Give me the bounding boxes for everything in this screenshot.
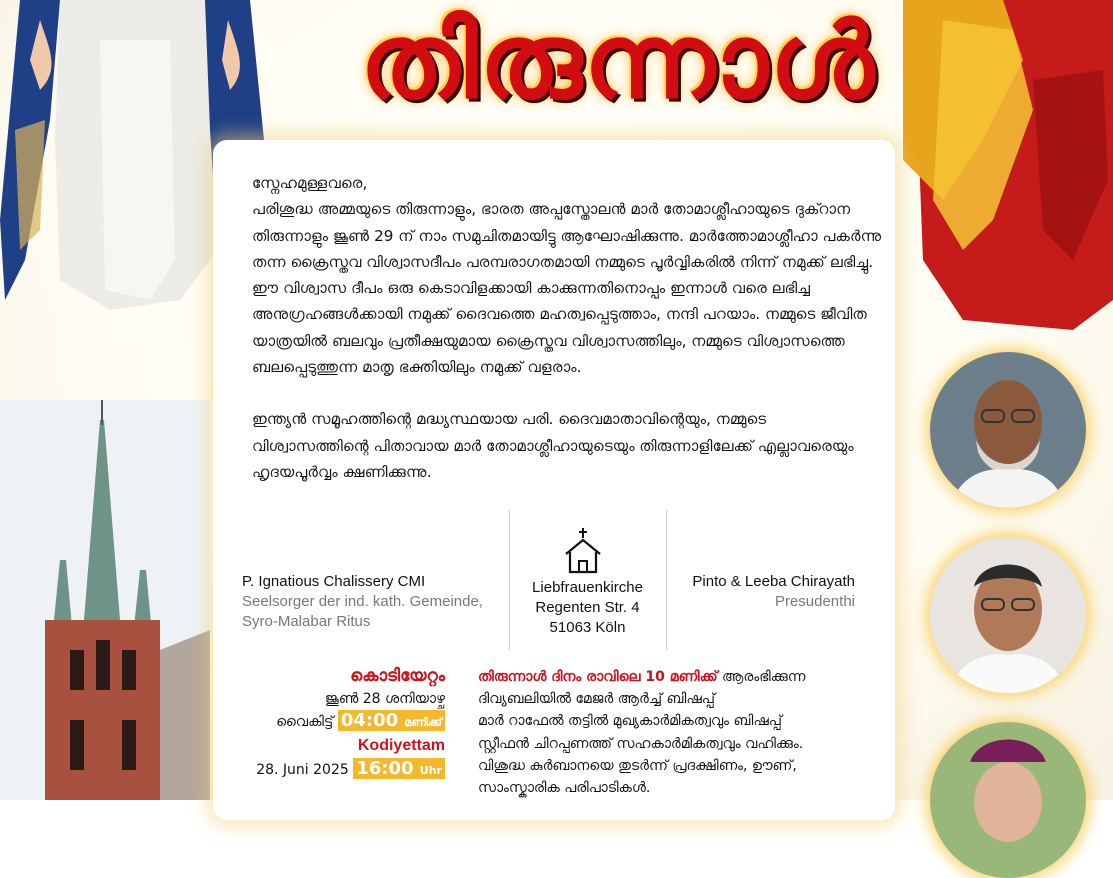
letter-body <box>252 170 882 485</box>
sacred-heart-figure <box>903 0 1113 340</box>
flag-hoisting-time-ml <box>240 710 445 734</box>
feast-line-2: ദിവ്യബലിയിൽ മേജർ ആർച്ച് ബിഷപ്പ് <box>478 691 715 708</box>
signature-president <box>670 572 855 612</box>
president-name: Pinto & Leeba Chirayath <box>692 573 855 590</box>
letter-paragraph-2: ഇന്ത്യൻ സമൂഹത്തിന്റെ മദ്ധ്യസ്ഥയായ പരി. ദൈവമാതാവിന്റെയും, നമ്മുടെ വിശ്വാസത്തിന്റെ പിതാവായ മാർ തോമാശ്ലീഹായുടെയും തിരുന്നാളിലേക്ക് എല്ലാവരെയും ഹൃദയപൂർവ്വം ക്ഷണിക്കുന്നു. <box>252 410 854 481</box>
time-value-de: 16:00 <box>356 758 414 779</box>
time-badge-de <box>353 758 445 779</box>
time-value-ml: 04:00 <box>340 710 399 731</box>
church-tower-image <box>0 400 210 800</box>
flag-hoisting-info <box>240 664 445 782</box>
church-city: 51063 Köln <box>549 619 626 636</box>
flag-hoisting-heading: കൊടിയേറ്റം <box>350 666 445 686</box>
letter-greeting: സ്നേഹമുള്ളവരെ, <box>252 174 368 192</box>
flag-hoisting-time-de <box>240 758 445 782</box>
time-suffix-de: Uhr <box>419 764 442 777</box>
feast-line-1 <box>478 666 898 688</box>
feast-line-4: സ്റ്റീഫൻ ചിറപ്പണത്ത് സഹകാർമികത്വവും വഹിക്കും. <box>478 735 804 752</box>
divider-right <box>666 510 667 650</box>
feast-highlight: തിരുന്നാൾ ദിനം രാവിലെ 10 മണിക്ക് <box>478 669 718 685</box>
time-suffix-ml: മണിക്ക് <box>404 716 442 729</box>
church-address <box>510 560 665 638</box>
priest-name: P. Ignatious Chalissery CMI <box>242 573 426 590</box>
feast-line-3: മാർ റാഫേൽ തട്ടിൽ മുഖ്യകാർമികത്വവും ബിഷപ്പ് <box>478 713 782 730</box>
page-title: തിരുന്നാൾ <box>360 0 877 122</box>
signature-priest <box>242 572 502 632</box>
portrait-major-archbishop <box>930 537 1086 693</box>
kodiyettam-heading: Kodiyettam <box>357 737 445 754</box>
church-name: Liebfrauenkirche <box>532 579 643 596</box>
priest-role-2: Syro-Malabar Ritus <box>242 613 371 630</box>
feast-line-5: വിശുദ്ധ കുർബാനയെ തുടർന്ന് പ്രദക്ഷിണം, ഊണ്, <box>478 757 797 774</box>
church-street: Regenten Str. 4 <box>535 599 640 616</box>
feast-line-1-rest: ആരംഭിക്കുന്ന <box>717 669 806 685</box>
letter-paragraph-1: പരിശുദ്ധ അമ്മയുടെ തിരുന്നാളും, ഭാരത അപ്പസ്തോലൻ മാർ തോമാശ്ലീഹായുടെ ദുക്റാന തിരുന്നാളും ജൂൺ 29 ന് നാം സമുചിതമായിട്ടു ആഘോഷിക്കുന്നു. മാർത്തോമാശ്ലീഹാ പകർന്നു തന്ന ക്രൈസ്തവ വിശ്വാസദീപം പരമ്പരാഗതമായി നമ്മുടെ പൂർവ്വികരിൽ നിന്ന് നമുക്ക് ലഭിച്ചു. ഈ വിശ്വാസ ദീപം ഒരു കെടാവിളക്കായി കാക്കുന്നതിനൊപ്പം ഇന്നാൾ വരെ ലഭിച്ച അനുഗ്രഹങ്ങൾക്കായി നമുക്ക് ദൈവത്തെ മഹത്വപ്പെടുത്താം, നന്ദി പറയാം. നമ്മുടെ ജീവിത യാത്രയിൽ ബലവും പ്രതീക്ഷയുമായ ക്രൈസ്തവ വിശ്വാസത്തിലും, നമ്മുടെ വിശ്വാസത്തെ ബലപ്പെടുത്തുന്ന മാതൃ ഭക്തിയിലും നമുക്ക് വളരാം. <box>252 200 882 377</box>
portrait-bishop <box>930 722 1086 878</box>
time-badge-ml <box>338 710 445 731</box>
date-de: 28. Juni 2025 <box>256 762 349 778</box>
priest-role-1: Seelsorger der ind. kath. Gemeinde, <box>242 593 483 610</box>
flag-hoisting-date: ജൂൺ 28 ശനിയാഴ്ച <box>324 691 445 707</box>
president-role: Presudenthi <box>774 593 855 610</box>
feast-day-info <box>478 666 898 799</box>
feast-line-6: സാംസ്കാരിക പരിപാടികൾ. <box>478 780 651 797</box>
evening-label: വൈകിട്ട് <box>276 714 334 730</box>
portrait-archbishop <box>930 352 1086 508</box>
